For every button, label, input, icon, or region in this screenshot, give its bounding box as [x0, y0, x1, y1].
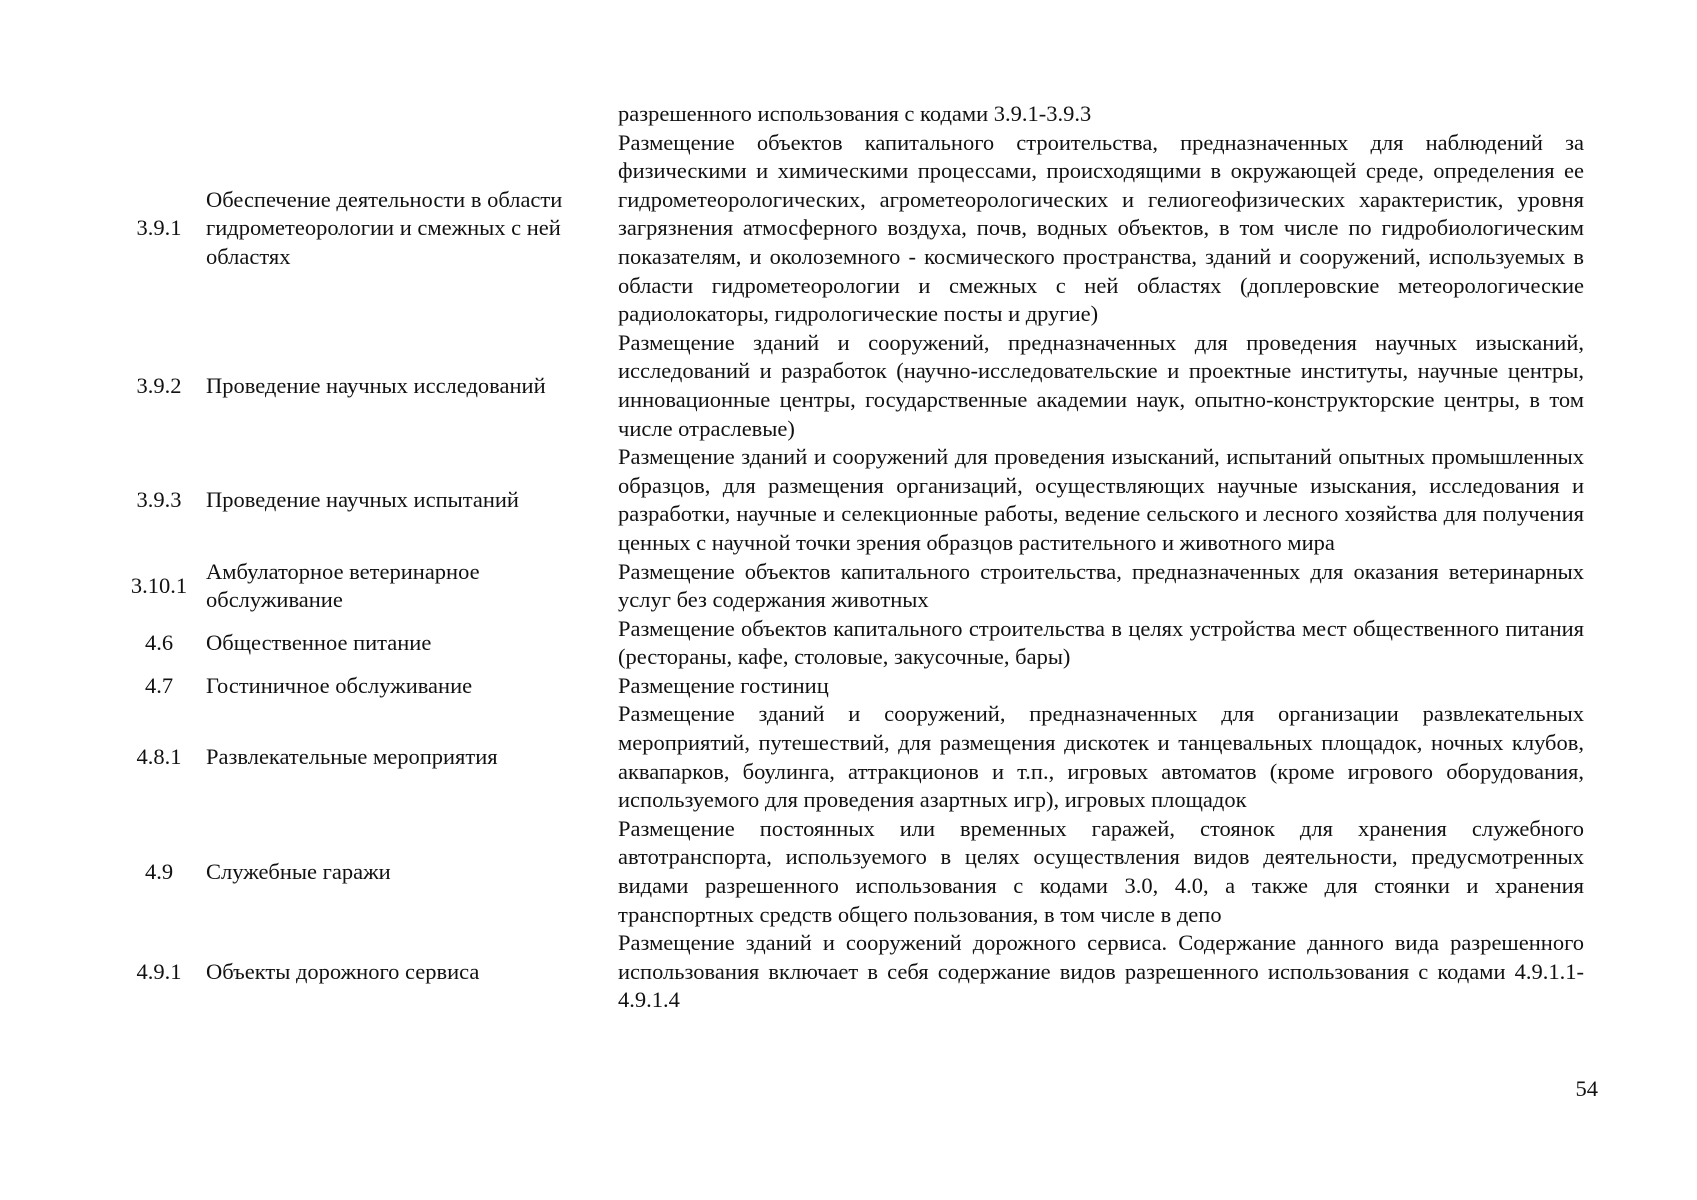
- row-description: Размещение зданий и сооружений дорожного сервиса. Содержание данного вида разрешенного использования включает в себя содержание видов разрешенного использования с кодами 4.9.1.1-4.9.1.4: [618, 930, 1584, 1013]
- table-row: [112, 815, 1584, 929]
- row-name: [206, 100, 618, 129]
- row-code: 4.9.1: [136, 958, 182, 984]
- row-description: Размещение объектов капитального строительства, предназначенных для наблюдений за физическими и химическими процессами, происходящими в окружающей среде, определения ее гидрометеорологических, агрометеорологических и гелиогеофизических характеристик, уровня загрязнения атмосферного воздуха, почв, водных объектов, в том числе по гидробиологическим показателям, и околоземного - космического пространства, зданий и сооружений, используемых в области гидрометеорологии и смежных с ней областях (доплеровские метеорологические радиолокаторы, гидрологические посты и другие): [618, 129, 1584, 327]
- row-name: Проведение научных испытаний: [206, 487, 519, 513]
- table-row: [112, 558, 1584, 615]
- table-row: [112, 929, 1584, 1015]
- row-description: Размещение объектов капитального строительства в целях устройства мест общественного питания (рестораны, кафе, столовые, закусочные, бары): [618, 615, 1584, 670]
- row-name: Проведение научных исследований: [206, 372, 546, 398]
- row-name: Объекты дорожного сервиса: [206, 958, 480, 984]
- row-code: 4.6: [144, 629, 174, 655]
- row-name: Развлекательные мероприятия: [206, 744, 498, 770]
- table-row: [112, 672, 1584, 701]
- page-number: 54: [1575, 1076, 1598, 1101]
- row-description: Размещение зданий и сооружений, предназначенных для проведения научных изысканий, исследований и разработок (научно-исследовательские и проектные институты, научные центры, инновационные центры, государственные академии наук, опытно-конструкторские центры, в том числе отраслевые): [618, 329, 1584, 441]
- row-code: [112, 100, 206, 129]
- row-name: Служебные гаражи: [206, 858, 391, 884]
- row-description: Размещение постоянных или временных гаражей, стоянок для хранения служебного автотранспорта, используемого в целях осуществления видов деятельности, предусмотренных видами разрешенного использования с кодами 3.0, 4.0, а также для стоянки и хранения транспортных средств общего пользования, в том числе в депо: [618, 815, 1584, 927]
- table-row: [112, 329, 1584, 443]
- row-description: Размещение зданий и сооружений для проведения изысканий, испытаний опытных промышленных образцов, для размещения организаций, осуществляющих научные изыскания, исследования и разработки, научные и селекционные работы, ведение сельского и лесного хозяйства для получения ценных с научной точки зрения образцов растительного и животного мира: [618, 444, 1584, 555]
- row-code: 3.9.3: [136, 487, 182, 513]
- table-row: [112, 700, 1584, 814]
- land-use-table: [112, 100, 1584, 1015]
- table-row: [112, 615, 1584, 672]
- row-code: 4.9: [144, 858, 174, 884]
- row-code: 4.8.1: [136, 744, 182, 770]
- table-row: [112, 443, 1584, 557]
- row-code: 3.9.1: [136, 215, 182, 241]
- row-name: Амбулаторное ветеринарное обслуживание: [206, 558, 480, 613]
- row-name: Гостиничное обслуживание: [206, 672, 473, 698]
- row-description: Размещение зданий и сооружений, предназначенных для организации развлекательных мероприятий, путешествий, для размещения дискотек и танцевальных площадок, ночных клубов, аквапарков, боулинга, аттракционов и т.п., игровых автоматов (кроме игрового оборудования, используемого для проведения азартных игр), игровых площадок: [618, 701, 1584, 813]
- row-description: Размещение объектов капитального строительства, предназначенных для оказания ветеринарных услуг без содержания животных: [618, 558, 1584, 613]
- row-description: разрешенного использования с кодами 3.9.1-3.9.3: [618, 101, 1092, 126]
- row-description: Размещение гостиниц: [618, 672, 829, 698]
- row-code: 3.10.1: [130, 572, 188, 598]
- row-code: 3.9.2: [136, 372, 182, 398]
- row-code: 4.7: [144, 672, 174, 698]
- row-name: Обеспечение деятельности в области гидрометеорологии и смежных с ней областях: [206, 186, 563, 269]
- row-name: Общественное питание: [206, 629, 432, 655]
- table-row: [112, 129, 1584, 329]
- table-row: [112, 100, 1584, 129]
